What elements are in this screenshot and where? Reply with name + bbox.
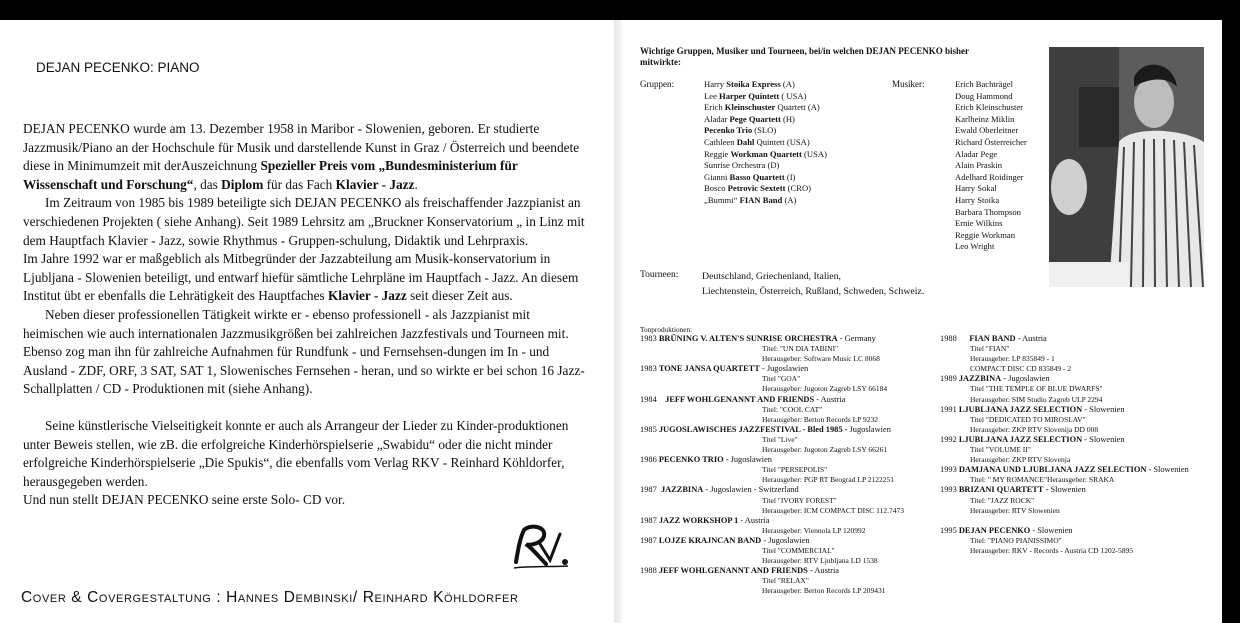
pianist-photo [1049, 47, 1204, 287]
production-detail: Titel "COMMERCIAL" [762, 545, 835, 555]
production-entry [940, 374, 1220, 404]
production-entry [640, 485, 940, 515]
productions-column-1 [640, 334, 940, 596]
production-entry [940, 485, 1220, 515]
musician-item: Karlheinz Miklin [955, 113, 1015, 124]
production-detail: Herausgeber: Berton Records LP 209431 [762, 586, 886, 596]
cover-credits: Cover & Covergestaltung : Hannes Dembinski/ Reinhard Köhldorfer [21, 589, 519, 606]
musician-item: Barbara Thompson [955, 206, 1021, 217]
musician-item: Ewald Oberleitner [955, 125, 1019, 136]
tours-label: Tourneen: [640, 270, 679, 280]
group-item: „Bummi“ FIAN Band (A) [704, 194, 797, 205]
musicians-label: Musiker: [892, 79, 925, 89]
musician-item: Leo Wright [955, 241, 995, 252]
production-detail: Titel: "COOL CAT" [762, 404, 823, 414]
production-detail: Titel: "UN DIA TABINI" [762, 344, 839, 354]
production-detail: Titel "THE TEMPLE OF BLUE DWARFS" [970, 384, 1103, 394]
productions-column-2 [940, 334, 1220, 556]
production-title: 1985 JUGOSLAWISCHES JAZZFESTIVAL - Bled 1985 - Jugoslawien [640, 424, 891, 434]
production-detail: Herausgeber: RTV Ljubljana LD 1538 [762, 556, 878, 566]
production-detail: Herausgeber: PGP RT Beograd LP 2122251 [762, 475, 894, 485]
group-item: Gianni Basso Quartett (I) [704, 171, 796, 182]
production-entry [940, 435, 1220, 465]
group-item: Harry Stoika Express (A) [704, 79, 795, 89]
production-entry [640, 536, 940, 566]
production-entry [940, 405, 1220, 435]
groups-list [704, 79, 827, 207]
bio-paragraph: DEJAN PECENKO wurde am 13. Dezember 1958 in Maribor - Slowenien, geboren. Er studierte Jazzmusik/Piano an der Hochschule für Musik und darstellende Kunst in Graz / Österreich und beendete diese in Minimumzeit mit derAuszeichnung Spezieller Preis vom „Bundesministerium für Wissenschaft und Forschung“, das Diplom für das Fach Klavier - Jazz. [23, 121, 580, 192]
musicians-list [955, 79, 1027, 253]
production-detail: Herausgeber: ZKP RTV Slovenja [970, 455, 1071, 465]
group-item: Pecenko Trio (SLO) [704, 125, 777, 136]
production-detail: Herausgeber: RKV - Records - Austria CD 1202-5895 [970, 545, 1133, 555]
groups-label: Gruppen: [640, 79, 674, 89]
production-entry [640, 516, 940, 536]
production-detail: Titel: "PIANO PIANISSIMO" [970, 535, 1062, 545]
group-item: Lee Harper Quintett ( USA) [704, 90, 807, 101]
production-detail: COMPACT DISC CD 835849 - 2 [970, 364, 1072, 374]
production-title: 1991 LJUBLJANA JAZZ SELECTION - Slowenien [940, 404, 1125, 414]
production-detail: Titel "IVORY FOREST" [762, 495, 837, 505]
production-detail: Titel "FIAN" [970, 344, 1010, 354]
production-title: 1983 BRÜNING V. ALTEN'S SUNRISE ORCHESTRA - Germany [640, 334, 876, 343]
production-detail: Titel "VOLUME II" [970, 445, 1031, 455]
bio-paragraph: Seine künstlerische Vielseitigkeit konnte er auch als Arrangeur der Lieder zu Kinder-produktionen unter Beweis stellen, wie zB. die erfolgreiche Kinderhörspielserie „Swabidu“ oder die nicht minder erfolgreiche Kinderhörspielserie „Die Spukis“, die ebenfalls vom Verlag RKV - Reinhard Köhldorfer, herausgegeben werden. [23, 417, 569, 489]
tours-line: Liechtenstein, Österreich, Rußland, Schweden, Schweiz. [702, 285, 925, 297]
musician-item: Harry Stoika [955, 194, 1000, 205]
bio-paragraph: Im Zeitraum von 1985 bis 1989 beteiligte sich DEJAN PECENKO als freischaffender Jazzpianist an verschiedenen Projekten ( siehe Anhang). Seit 1989 Lehrsitz am „Bruckner Konservatorium „ in Linz mit dem Hauptfach Klavier - Jazz, sowie Rhythmus - Gruppen-schulung, Didaktik und Lehrpraxis. [23, 195, 585, 248]
section-title: Wichtige Gruppen, Musiker und Tourneen, bei/in welchen DEJAN PECENKO bisher mitwirkte: [640, 46, 969, 67]
production-title: 1984 JEFF WOHLGENANNT AND FRIENDS - Austria [640, 394, 846, 404]
bio-paragraph: Neben dieser professionellen Tätigkeit wirkte er - ebenso professionell - als Jazzpianist mit heimischen wie auch internationalen Jazzmusikgrößen bei zahlreichen Jazzfestivals und Tourneen mit. Ebenso zog man ihn für zahlreiche Aufnahmen für Rundfunk - und Fernsehsen-dungen im In - und Ausland - ZDF, ORF, 3 SAT, SAT 1, Slowenisches Fernsehen - heran, und so wirkte er bei schon 16 Jazz- Schallplatten / CD - Produktionen mit (siehe Anhang). [23, 306, 585, 397]
group-item: Bosco Petrovic Sextett (CRO) [704, 183, 812, 194]
production-detail: Titel "DEDICATED TO MIROSLAV" [970, 414, 1086, 424]
group-item: Sunrise Orchestra (D) [704, 160, 780, 171]
production-detail: Herausgeber: Jugoton Zagreb LSY 66184 [762, 384, 888, 394]
production-detail: Herausgeber: ICM COMPACT DISC 112.7473 [762, 505, 905, 515]
production-entry [640, 334, 940, 364]
production-detail: Herausgeber: ZKP RTV Slovenija DD 008 [970, 424, 1099, 434]
musician-item: Erich Kleinschuster [955, 102, 1024, 113]
production-detail: Titel "GOA" [762, 374, 801, 384]
group-item: Reggie Workman Quartett (USA) [704, 148, 827, 159]
bio-paragraph: Und nun stellt DEJAN PECENKO seine erste Solo- CD vor. [23, 492, 346, 508]
production-entry [940, 516, 1220, 556]
biography-text [23, 120, 593, 510]
production-detail: Herausgeber: Berton Records LP 9232 [762, 414, 878, 424]
tours-list [702, 270, 924, 299]
production-title: 1983 TONE JANSA QUARTETT - Jugoslawien [640, 364, 809, 374]
right-page [622, 20, 1222, 623]
musician-item: Adelhard Roidinger [955, 171, 1024, 182]
musician-item: Erich Bachträgel [955, 79, 1013, 89]
production-title: 1995 DEJAN PECENKO - Slowenien [940, 525, 1073, 535]
production-title: 1992 LJUBLJANA JAZZ SELECTION - Slowenien [940, 434, 1125, 444]
group-item: Erich Kleinschuster Quartett (A) [704, 102, 820, 113]
production-detail: Titel "Live" [762, 434, 798, 444]
production-title: 1989 JAZZBINA - Jugoslawien [940, 374, 1050, 384]
production-detail: Titel: "JAZZ ROCK" [970, 495, 1035, 505]
production-title: 1987 JAZZBINA - Jugoslawien - Switzerland [640, 485, 799, 495]
production-title: 1993 DAMJANA UND LJUBLJANA JAZZ SELECTION - Slowenien [940, 465, 1189, 475]
production-title: 1987 LOJZE KRAJNCAN BAND - Jugoslawien [640, 535, 810, 545]
musician-item: Doug Hammond [955, 90, 1013, 101]
production-entry [940, 334, 1220, 374]
page-fold [614, 20, 622, 623]
musician-item: Reggie Workman [955, 229, 1016, 240]
left-page [0, 20, 614, 623]
rk-signature-logo [510, 522, 572, 572]
production-detail: Herausgeber: Jugoton Zagreb LSY 66261 [762, 445, 888, 455]
production-detail: Titel "RELAX" [762, 576, 809, 586]
scan-edge [1222, 0, 1240, 623]
production-detail: Herausgeber: LP 835849 - 1 [970, 354, 1055, 364]
musician-item: Ernie Wilkins [955, 218, 1003, 229]
production-entry [640, 566, 940, 596]
productions-label: Tonproduktionen: [640, 325, 693, 334]
tours-line: Deutschland, Griechenland, Italien, [702, 271, 842, 282]
production-detail: Titel "PERSEPOLIS" [762, 465, 828, 475]
musician-item: Richard Österreicher [955, 136, 1027, 147]
musician-item: Aladar Pege [955, 148, 998, 159]
production-title: 1987 JAZZ WORKSHOP 1 - Austria [640, 515, 770, 525]
production-detail: Herausgeber: RTV Slowenien [970, 505, 1060, 515]
production-entry [640, 455, 940, 485]
group-item: Aladar Pege Quartett (H) [704, 113, 795, 124]
production-detail: Herausgeber: Viennola LP 120992 [762, 525, 866, 535]
musician-item: Harry Sokal [955, 183, 997, 194]
production-entry [640, 364, 940, 394]
production-detail: Titel: " MY ROMANCE"Herausgeber: SRAKA [970, 475, 1115, 485]
production-detail: Herausgeber: SIM Studio Zagreb ULP 2294 [970, 394, 1103, 404]
production-entry [640, 395, 940, 425]
production-title: 1988 FIAN BAND - Austria [940, 334, 1047, 343]
production-title: 1988 JEFF WOHLGENANNT AND FRIENDS - Austria [640, 566, 840, 576]
production-entry [640, 425, 940, 455]
group-item: Cathleen Dahl Quintett (USA) [704, 136, 810, 147]
production-title: 1993 BRIZANI QUARTETT - Slowenien [940, 485, 1086, 495]
musician-item: Alain Praskin [955, 160, 1003, 171]
production-title: 1986 PECENKO TRIO - Jugoslawien [640, 455, 772, 465]
bio-paragraph: Im Jahre 1992 war er maßgeblich als Mitbegründer der Jazzabteilung am Musik-konservatorium in Ljubljana - Slowenien beteiligt, und entwarf hiefür sämtliche Lehrpläne im Hauptfach - Jazz. An diesem Institut übt er ebenfalls die Lehrätigkeit des Hauptfaches Klavier - Jazz seit dieser Zeit aus. [23, 251, 579, 304]
production-detail: Herausgeber: Software Music LC 8068 [762, 354, 880, 364]
production-entry [940, 465, 1220, 485]
page-header: DEJAN PECENKO: PIANO [36, 60, 200, 75]
